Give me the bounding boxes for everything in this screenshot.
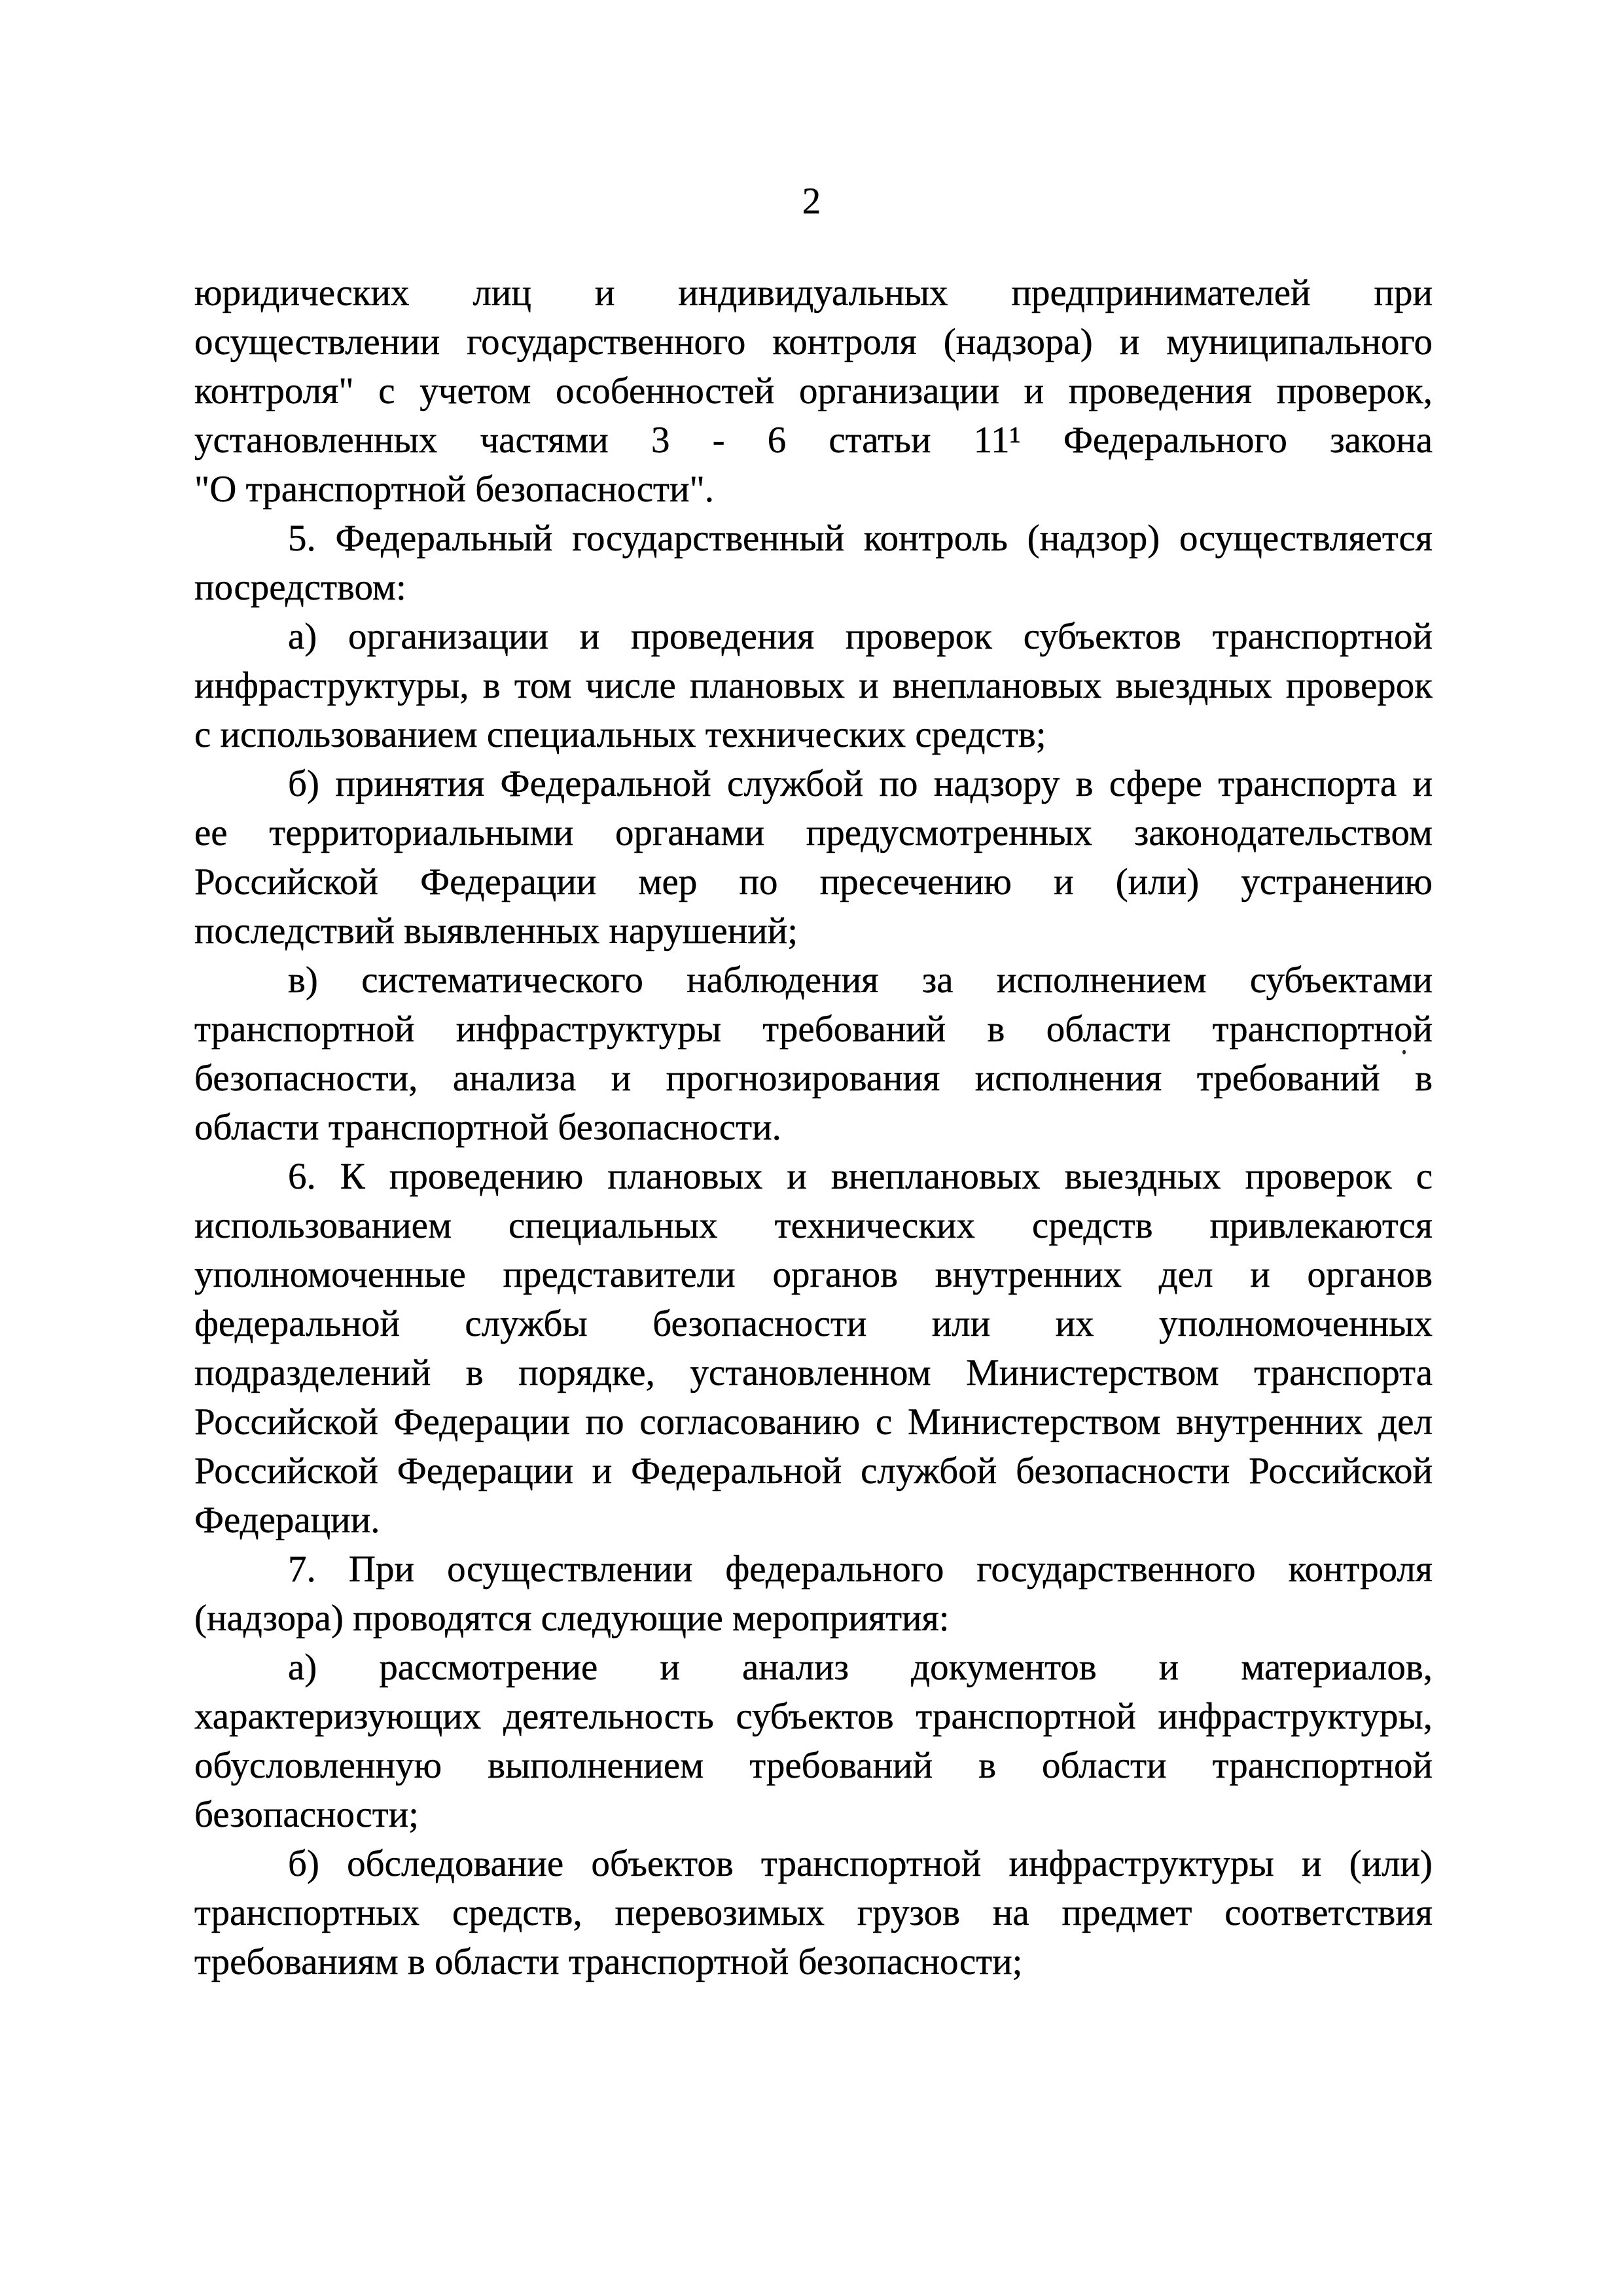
text-line: Российской Федерации и Федеральной службой безопасности Российской — [194, 1450, 1433, 1492]
text-line: а) организации и проведения проверок субъектов транспортной — [288, 616, 1433, 657]
text-line: б) принятия Федеральной службой по надзору в сфере транспорта и — [288, 763, 1433, 804]
text-line: осуществлении государственного контроля (надзора) и муниципального — [194, 321, 1433, 363]
text-line: последствий выявленных нарушений; — [194, 910, 798, 952]
text-line: уполномоченные представители органов внутренних дел и органов — [194, 1254, 1433, 1295]
text-line: а) рассмотрение и анализ документов и материалов, — [288, 1647, 1433, 1688]
text-line: юридических лиц и индивидуальных предпринимателей при — [194, 272, 1433, 314]
text-line: с использованием специальных технических средств; — [194, 714, 1046, 755]
text-line: 5. Федеральный государственный контроль (надзор) осуществляется — [288, 518, 1433, 559]
text-line: федеральной службы безопасности или их уполномоченных — [194, 1303, 1433, 1344]
text-line: 7. При осуществлении федерального государственного контроля — [288, 1549, 1433, 1590]
text-line: Российской Федерации мер по пресечению и (или) устранению — [194, 861, 1433, 903]
text-line: установленных частями 3 - 6 статьи 11¹ Федерального закона — [194, 420, 1433, 461]
text-line: транспортной инфраструктуры требований в области транспортной — [194, 1009, 1433, 1050]
text-line: Российской Федерации по согласованию с Министерством внутренних дел — [194, 1401, 1433, 1443]
text-line: (надзора) проводятся следующие мероприятия: — [194, 1598, 950, 1639]
text-line: требованиям в области транспортной безопасности; — [194, 1941, 1023, 1982]
text-line: безопасности; — [194, 1794, 419, 1835]
text-line: использованием специальных технических средств привлекаются — [194, 1205, 1433, 1246]
text-line: области транспортной безопасности. — [194, 1107, 781, 1148]
scan-speck — [1402, 1050, 1406, 1054]
text-line: безопасности, анализа и прогнозирования исполнения требований в — [194, 1058, 1433, 1099]
text-line: подразделений в порядке, установленном Министерством транспорта — [194, 1352, 1433, 1393]
text-line: 6. К проведению плановых и внеплановых выездных проверок с — [288, 1156, 1433, 1197]
text-line: б) обследование объектов транспортной инфраструктуры и (или) — [288, 1843, 1433, 1884]
text-line: характеризующих деятельность субъектов транспортной инфраструктуры, — [194, 1696, 1433, 1737]
text-line: транспортных средств, перевозимых грузов на предмет соответствия — [194, 1892, 1433, 1933]
text-line: Федерации. — [194, 1499, 380, 1541]
text-line: "О транспортной безопасности". — [194, 469, 714, 510]
text-line: посредством: — [194, 567, 406, 608]
text-line: инфраструктуры, в том числе плановых и внеплановых выездных проверок — [194, 665, 1433, 706]
document-body — [194, 268, 1433, 1986]
text-line: обусловленную выполнением требований в области транспортной — [194, 1745, 1433, 1786]
text-line: ее территориальными органами предусмотренных законодательством — [194, 812, 1433, 853]
page-number: 2 — [802, 181, 821, 222]
text-line: в) систематического наблюдения за исполнением субъектами — [288, 960, 1433, 1001]
text-line: контроля" с учетом особенностей организации и проведения проверок, — [194, 370, 1433, 412]
